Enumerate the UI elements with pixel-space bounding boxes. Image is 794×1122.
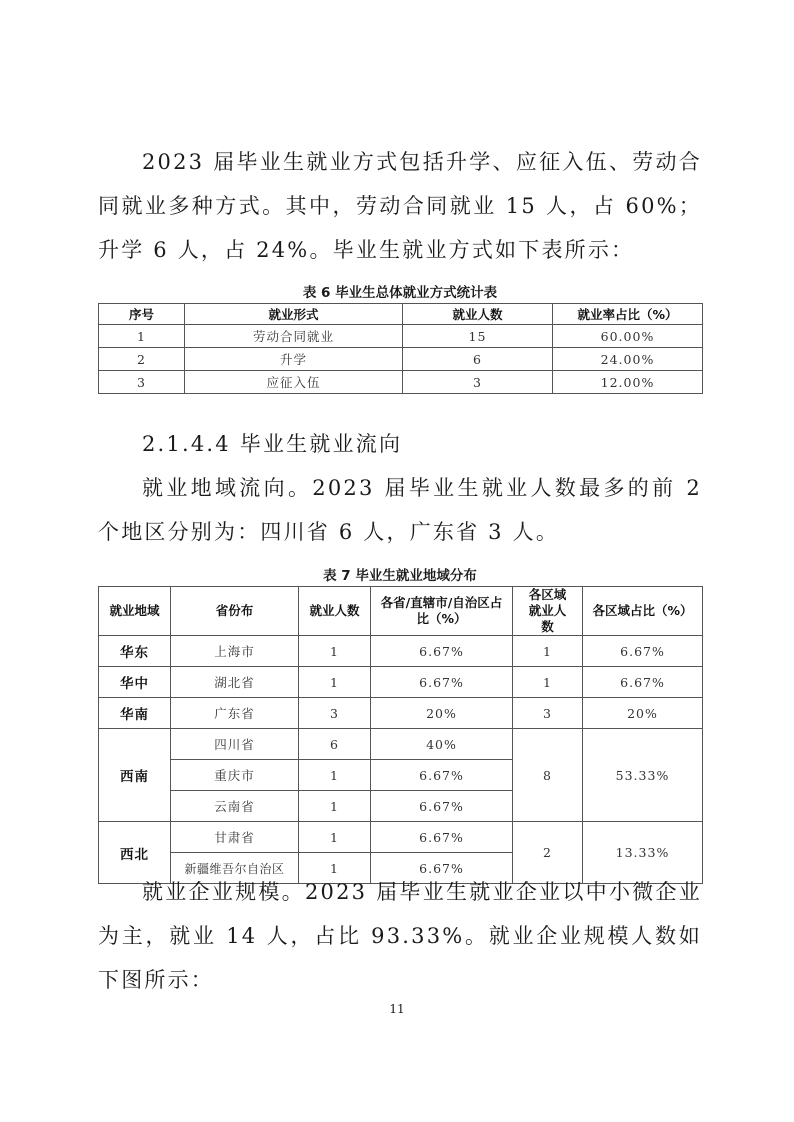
cell-region-pct: 13.33% [583, 822, 703, 884]
employment-method-table [98, 303, 703, 394]
cell-region-count: 2 [513, 822, 583, 884]
cell-region-pct: 6.67% [583, 636, 703, 667]
section-paragraph: 就业地域流向。2023 届毕业生就业人数最多的前 2 个地区分别为：四川省 6 人，广东省 3 人。 [98, 476, 702, 544]
cell-method: 劳动合同就业 [185, 325, 403, 348]
cell-index: 2 [99, 348, 185, 371]
closing-paragraph: 就业企业规模。2023 届毕业生就业企业以中小微企业为主，就业 14 人，占比 93.33%。就业企业规模人数如下图所示： [98, 880, 702, 992]
table-row [99, 822, 703, 853]
cell-rate: 24.00% [553, 348, 703, 371]
table-row [99, 636, 703, 667]
cell-province-pct: 6.67% [371, 636, 513, 667]
cell-count: 1 [299, 822, 371, 853]
cell-province: 甘肃省 [171, 822, 299, 853]
page-number: 11 [389, 1002, 405, 1016]
table6-caption: 表 6 毕业生总体就业方式统计表 [302, 285, 498, 301]
cell-count: 1 [299, 791, 371, 822]
table-row [99, 325, 703, 348]
header-cell: 就业率占比（%） [553, 304, 703, 325]
header-cell: 就业人数 [299, 587, 371, 636]
cell-province: 云南省 [171, 791, 299, 822]
header-cell: 序号 [99, 304, 185, 325]
table7-caption: 表 7 毕业生就业地域分布 [323, 568, 477, 584]
table-row [99, 371, 703, 394]
header-cell: 各省/直辖市/自治区占比（%） [371, 587, 513, 636]
cell-region-pct: 53.33% [583, 729, 703, 822]
cell-count: 6 [403, 348, 553, 371]
table-row [99, 698, 703, 729]
cell-index: 3 [99, 371, 185, 394]
cell-index: 1 [99, 325, 185, 348]
table-header-row [99, 587, 703, 636]
cell-count: 3 [299, 698, 371, 729]
cell-province: 上海市 [171, 636, 299, 667]
cell-province-pct: 20% [371, 698, 513, 729]
cell-method: 升学 [185, 348, 403, 371]
cell-rate: 60.00% [553, 325, 703, 348]
header-cell: 就业地域 [99, 587, 171, 636]
cell-region-count: 1 [513, 636, 583, 667]
cell-count: 1 [299, 636, 371, 667]
cell-region-count: 3 [513, 698, 583, 729]
cell-region: 华东 [99, 636, 171, 667]
cell-region-pct: 6.67% [583, 667, 703, 698]
cell-province: 四川省 [171, 729, 299, 760]
cell-count: 1 [299, 667, 371, 698]
cell-region: 华中 [99, 667, 171, 698]
section-heading: 2.1.4.4 毕业生就业流向 [142, 432, 403, 456]
cell-region-pct: 20% [583, 698, 703, 729]
header-cell: 省份布 [171, 587, 299, 636]
cell-province-pct: 6.67% [371, 791, 513, 822]
cell-province: 新疆维吾尔自治区 [171, 853, 299, 884]
cell-province-pct: 6.67% [371, 822, 513, 853]
table-header-row [99, 304, 703, 325]
cell-province-pct: 6.67% [371, 760, 513, 791]
header-cell: 就业形式 [185, 304, 403, 325]
cell-province: 广东省 [171, 698, 299, 729]
cell-province-pct: 6.67% [371, 667, 513, 698]
employment-region-table [98, 586, 703, 884]
cell-region: 华南 [99, 698, 171, 729]
cell-count: 1 [299, 760, 371, 791]
cell-region: 西南 [99, 729, 171, 822]
cell-count: 1 [299, 853, 371, 884]
cell-region: 西北 [99, 822, 171, 884]
table-row [99, 348, 703, 371]
cell-province: 湖北省 [171, 667, 299, 698]
intro-paragraph: 2023 届毕业生就业方式包括升学、应征入伍、劳动合同就业多种方式。其中，劳动合同就业 15 人，占 60%；升学 6 人，占 24%。毕业生就业方式如下表所示： [98, 150, 702, 262]
header-cell: 就业人数 [403, 304, 553, 325]
cell-count: 3 [403, 371, 553, 394]
header-cell: 各区域占比（%） [583, 587, 703, 636]
cell-count: 15 [403, 325, 553, 348]
cell-province-pct: 6.67% [371, 853, 513, 884]
table-row [99, 667, 703, 698]
cell-count: 6 [299, 729, 371, 760]
cell-region-count: 1 [513, 667, 583, 698]
header-cell: 各区域就业人数 [513, 587, 583, 636]
cell-region-count: 8 [513, 729, 583, 822]
cell-province-pct: 40% [371, 729, 513, 760]
cell-rate: 12.00% [553, 371, 703, 394]
cell-method: 应征入伍 [185, 371, 403, 394]
table-row [99, 729, 703, 760]
cell-province: 重庆市 [171, 760, 299, 791]
